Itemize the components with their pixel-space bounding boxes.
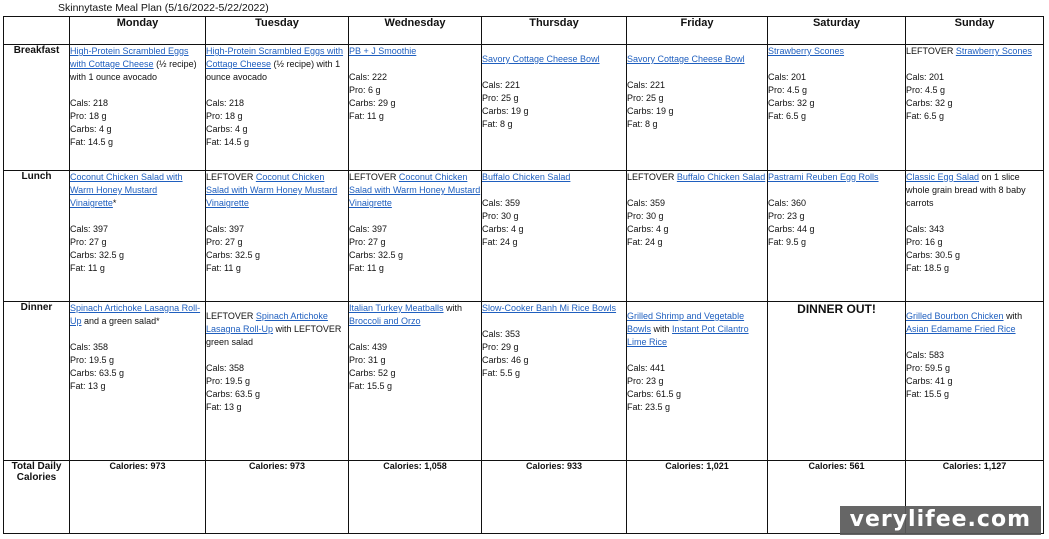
recipe-link[interactable]: Coconut Chicken Salad with Warm Honey Mustard Vinaigrette xyxy=(349,172,481,208)
recipe-note: with xyxy=(443,303,463,313)
nutrition-stat: Fat: 8 g xyxy=(482,119,513,129)
meal-cell xyxy=(206,171,349,302)
nutrition-stat: Pro: 6 g xyxy=(349,85,381,95)
meal-cell xyxy=(906,302,1044,461)
spacer xyxy=(206,210,348,223)
meal-cell xyxy=(349,45,482,171)
spacer xyxy=(906,58,1043,71)
spacer xyxy=(70,210,205,223)
nutrition-stat: Carbs: 61.5 g xyxy=(627,389,682,399)
meal-cell xyxy=(768,171,906,302)
nutrition-stat: Fat: 11 g xyxy=(349,111,384,121)
recipe-note: LEFTOVER xyxy=(206,172,256,182)
meal-cell xyxy=(70,45,206,171)
header-row xyxy=(4,17,1044,45)
recipe-link[interactable]: High-Protein Scrambled Eggs with Cottage Cheese xyxy=(206,46,344,69)
recipe-link[interactable]: Italian Turkey Meatballs xyxy=(349,303,444,313)
recipe-link[interactable]: Asian Edamame Fried Rice xyxy=(906,324,1016,334)
nutrition-stat: Cals: 397 xyxy=(70,224,109,234)
nutrition-stat: Carbs: 4 g xyxy=(70,124,112,134)
recipe-note: * xyxy=(112,198,117,208)
nutrition-stat: Carbs: 32 g xyxy=(768,98,815,108)
recipe-link[interactable]: High-Protein Scrambled Eggs with Cottage Cheese xyxy=(70,46,189,69)
recipe-link[interactable]: Buffalo Chicken Salad xyxy=(482,172,571,182)
recipe-link[interactable]: Grilled Shrimp and Vegetable Bowls xyxy=(627,311,745,334)
nutrition-stat: Fat: 13 g xyxy=(70,381,106,391)
nutrition-stat: Pro: 30 g xyxy=(627,211,664,221)
recipe-link[interactable]: Spinach Artichoke Lasagna Roll-Up xyxy=(206,311,328,334)
nutrition-stat: Pro: 16 g xyxy=(906,237,943,247)
nutrition-stat: Cals: 397 xyxy=(206,224,245,234)
recipe-description xyxy=(906,310,1043,336)
nutrition-stat: Cals: 360 xyxy=(768,198,807,208)
total-calories: Calories: 561 xyxy=(768,461,906,534)
spacer xyxy=(906,210,1043,223)
meal-cell xyxy=(482,171,627,302)
nutrition-stat: Pro: 4.5 g xyxy=(906,85,946,95)
total-calories: Calories: 973 xyxy=(70,461,206,534)
nutrition-stat: Carbs: 4 g xyxy=(206,124,248,134)
recipe-description xyxy=(627,53,767,66)
nutrition-stat: Pro: 18 g xyxy=(206,111,243,121)
nutrition-stat: Fat: 13 g xyxy=(206,402,242,412)
spacer xyxy=(70,84,205,97)
recipe-description xyxy=(349,171,481,210)
recipe-description xyxy=(349,302,481,328)
nutrition-stat: Carbs: 41 g xyxy=(906,376,953,386)
recipe-link[interactable]: Coconut Chicken Salad with Warm Honey Mustard Vinaigrette xyxy=(70,172,183,208)
spacer xyxy=(627,349,767,362)
day-header: Wednesday xyxy=(349,17,482,45)
nutrition-stat: Pro: 27 g xyxy=(206,237,243,247)
meal-cell xyxy=(627,302,768,461)
nutrition-stat: Fat: 11 g xyxy=(349,263,384,273)
recipe-description xyxy=(768,45,905,58)
recipe-description xyxy=(627,171,767,184)
total-calories: Calories: 1,127 xyxy=(906,461,1044,534)
recipe-note: (½ recipe) with 1 ounce avocado xyxy=(70,59,197,82)
nutrition-stat: Cals: 221 xyxy=(482,80,521,90)
recipe-note: LEFTOVER xyxy=(627,172,677,182)
meal-cell xyxy=(906,45,1044,171)
spacer xyxy=(627,66,767,79)
nutrition-stat: Pro: 18 g xyxy=(70,111,107,121)
nutrition-stat: Cals: 358 xyxy=(70,342,109,352)
total-calories: Calories: 1,058 xyxy=(349,461,482,534)
nutrition-stat: Cals: 221 xyxy=(627,80,666,90)
nutrition-stat: Fat: 15.5 g xyxy=(906,389,950,399)
nutrition-stat: Carbs: 19 g xyxy=(627,106,674,116)
nutrition-stat: Pro: 30 g xyxy=(482,211,519,221)
recipe-description xyxy=(906,171,1043,210)
nutrition-stat: Carbs: 32.5 g xyxy=(70,250,125,260)
nutrition-stat: Fat: 14.5 g xyxy=(206,137,250,147)
recipe-link[interactable]: Classic Egg Salad xyxy=(906,172,980,182)
spacer xyxy=(482,66,626,79)
day-header: Monday xyxy=(70,17,206,45)
spacer xyxy=(70,328,205,341)
spacer xyxy=(206,84,348,97)
spacer xyxy=(768,58,905,71)
nutrition-stat: Pro: 27 g xyxy=(349,237,386,247)
nutrition-stat: Cals: 218 xyxy=(206,98,245,108)
recipe-note: on 1 slice whole grain bread with 8 baby carrots xyxy=(906,172,1026,208)
recipe-description xyxy=(768,171,905,184)
row-label-total: Total Daily Calories xyxy=(4,461,70,534)
nutrition-stat: Pro: 59.5 g xyxy=(906,363,951,373)
nutrition-stat: Pro: 27 g xyxy=(70,237,107,247)
nutrition-stat: Carbs: 29 g xyxy=(349,98,396,108)
nutrition-stat: Cals: 222 xyxy=(349,72,388,82)
nutrition-stat: Pro: 31 g xyxy=(349,355,386,365)
page-title: Skinnytaste Meal Plan (5/16/2022-5/22/2022) xyxy=(58,2,269,14)
recipe-description xyxy=(482,171,626,184)
nutrition-stat: Fat: 11 g xyxy=(70,263,105,273)
nutrition-stat: Pro: 25 g xyxy=(627,93,664,103)
recipe-note: LEFTOVER xyxy=(206,311,256,321)
nutrition-stat: Pro: 23 g xyxy=(768,211,805,221)
nutrition-stat: Cals: 353 xyxy=(482,329,521,339)
recipe-description xyxy=(906,45,1043,58)
nutrition-stat: Carbs: 63.5 g xyxy=(70,368,125,378)
meal-cell xyxy=(349,302,482,461)
recipe-description xyxy=(206,310,348,349)
nutrition-stat: Carbs: 32 g xyxy=(906,98,953,108)
meal-cell xyxy=(627,45,768,171)
spacer xyxy=(906,336,1043,349)
recipe-note: with xyxy=(1003,311,1023,321)
day-header: Saturday xyxy=(768,17,906,45)
nutrition-stat: Pro: 29 g xyxy=(482,342,519,352)
spacer xyxy=(627,184,767,197)
nutrition-stat: Carbs: 30.5 g xyxy=(906,250,961,260)
meal-cell xyxy=(70,302,206,461)
day-header: Sunday xyxy=(906,17,1044,45)
watermark: verylifee.com xyxy=(840,506,1041,535)
recipe-link[interactable]: Instant Pot Cilantro Lime Rice xyxy=(627,324,749,347)
nutrition-stat: Cals: 359 xyxy=(482,198,521,208)
recipe-link[interactable]: PB + J Smoothie xyxy=(349,46,417,56)
row-label-breakfast: Breakfast xyxy=(4,45,70,171)
recipe-note: LEFTOVER xyxy=(349,172,399,182)
nutrition-stat: Cals: 583 xyxy=(906,350,945,360)
nutrition-stat: Cals: 358 xyxy=(206,363,245,373)
day-header: Tuesday xyxy=(206,17,349,45)
recipe-link[interactable]: Strawberry Scones xyxy=(768,46,845,56)
nutrition-stat: Carbs: 63.5 g xyxy=(206,389,261,399)
meal-cell xyxy=(206,45,349,171)
meal-cell xyxy=(349,171,482,302)
nutrition-stat: Pro: 19.5 g xyxy=(206,376,251,386)
nutrition-stat: Cals: 218 xyxy=(70,98,109,108)
spacer xyxy=(349,210,481,223)
meal-plan-table xyxy=(3,16,1044,534)
recipe-description xyxy=(482,302,626,315)
recipe-description xyxy=(206,171,348,210)
nutrition-stat: Cals: 439 xyxy=(349,342,388,352)
nutrition-stat: Carbs: 44 g xyxy=(768,224,815,234)
recipe-description xyxy=(349,45,481,58)
recipe-note: LEFTOVER xyxy=(906,46,956,56)
corner-cell xyxy=(4,17,70,45)
nutrition-stat: Fat: 24 g xyxy=(482,237,518,247)
total-calories: Calories: 933 xyxy=(482,461,627,534)
nutrition-stat: Fat: 5.5 g xyxy=(482,368,521,378)
nutrition-stat: Fat: 24 g xyxy=(627,237,663,247)
day-header: Thursday xyxy=(482,17,627,45)
nutrition-stat: Carbs: 4 g xyxy=(482,224,524,234)
nutrition-stat: Cals: 397 xyxy=(349,224,388,234)
meal-cell xyxy=(206,302,349,461)
nutrition-stat: Cals: 201 xyxy=(906,72,945,82)
nutrition-stat: Fat: 23.5 g xyxy=(627,402,671,412)
dinner-out-label: DINNER OUT! xyxy=(797,302,876,316)
recipe-link[interactable]: Savory Cottage Cheese Bowl xyxy=(627,54,745,64)
nutrition-stat: Cals: 343 xyxy=(906,224,945,234)
recipe-link[interactable]: Coconut Chicken Salad with Warm Honey Mustard Vinaigrette xyxy=(206,172,338,208)
recipe-description xyxy=(70,171,205,210)
nutrition-stat: Fat: 15.5 g xyxy=(349,381,393,391)
nutrition-stat: Fat: 6.5 g xyxy=(906,111,945,121)
nutrition-stat: Pro: 19.5 g xyxy=(70,355,115,365)
nutrition-stat: Pro: 4.5 g xyxy=(768,85,808,95)
meal-cell xyxy=(906,171,1044,302)
lunch-row xyxy=(4,171,1044,302)
recipe-link[interactable]: Broccoli and Orzo xyxy=(349,316,421,326)
nutrition-stat: Fat: 11 g xyxy=(206,263,241,273)
day-header: Friday xyxy=(627,17,768,45)
nutrition-stat: Cals: 441 xyxy=(627,363,666,373)
nutrition-stat: Fat: 6.5 g xyxy=(768,111,807,121)
meal-cell xyxy=(482,302,627,461)
recipe-link[interactable]: Strawberry Scones xyxy=(955,46,1032,56)
recipe-link[interactable]: Pastrami Reuben Egg Rolls xyxy=(768,172,879,182)
spacer xyxy=(206,349,348,362)
nutrition-stat: Carbs: 4 g xyxy=(627,224,669,234)
meal-cell xyxy=(70,171,206,302)
nutrition-stat: Pro: 23 g xyxy=(627,376,664,386)
recipe-link[interactable]: Slow-Cooker Banh Mi Rice Bowls xyxy=(482,303,617,313)
recipe-description xyxy=(70,45,205,84)
recipe-link[interactable]: Savory Cottage Cheese Bowl xyxy=(482,54,600,64)
recipe-link[interactable]: Spinach Artichoke Lasagna Roll-Up xyxy=(70,303,201,326)
nutrition-stat: Fat: 9.5 g xyxy=(768,237,807,247)
recipe-note: (½ recipe) with 1 ounce avocado xyxy=(206,59,341,82)
spacer xyxy=(349,58,481,71)
recipe-description xyxy=(70,302,205,328)
nutrition-stat: Fat: 14.5 g xyxy=(70,137,114,147)
nutrition-stat: Carbs: 19 g xyxy=(482,106,529,116)
nutrition-stat: Cals: 359 xyxy=(627,198,666,208)
breakfast-row xyxy=(4,45,1044,171)
total-calories: Calories: 1,021 xyxy=(627,461,768,534)
nutrition-stat: Carbs: 46 g xyxy=(482,355,529,365)
recipe-note: with LEFTOVER green salad xyxy=(206,324,342,347)
recipe-link[interactable]: Buffalo Chicken Salad xyxy=(676,172,766,182)
nutrition-stat: Carbs: 32.5 g xyxy=(349,250,404,260)
dinner-row xyxy=(4,302,1044,461)
nutrition-stat: Fat: 8 g xyxy=(627,119,658,129)
spacer xyxy=(349,328,481,341)
nutrition-stat: Fat: 18.5 g xyxy=(906,263,950,273)
recipe-description xyxy=(627,310,767,349)
nutrition-stat: Carbs: 32.5 g xyxy=(206,250,261,260)
spacer xyxy=(768,184,905,197)
meal-cell xyxy=(482,45,627,171)
row-label-lunch: Lunch xyxy=(4,171,70,302)
recipe-description xyxy=(482,53,626,66)
total-calories: Calories: 973 xyxy=(206,461,349,534)
spacer xyxy=(482,315,626,328)
meal-cell xyxy=(768,45,906,171)
nutrition-stat: Cals: 201 xyxy=(768,72,807,82)
meal-cell xyxy=(627,171,768,302)
spacer xyxy=(482,184,626,197)
row-label-dinner: Dinner xyxy=(4,302,70,461)
recipe-link[interactable]: Grilled Bourbon Chicken xyxy=(906,311,1004,321)
recipe-description xyxy=(206,45,348,84)
nutrition-stat: Carbs: 52 g xyxy=(349,368,396,378)
nutrition-stat: Pro: 25 g xyxy=(482,93,519,103)
recipe-note: and a green salad* xyxy=(81,316,160,326)
dinner-out-cell xyxy=(768,302,906,461)
recipe-note: with xyxy=(651,324,673,334)
